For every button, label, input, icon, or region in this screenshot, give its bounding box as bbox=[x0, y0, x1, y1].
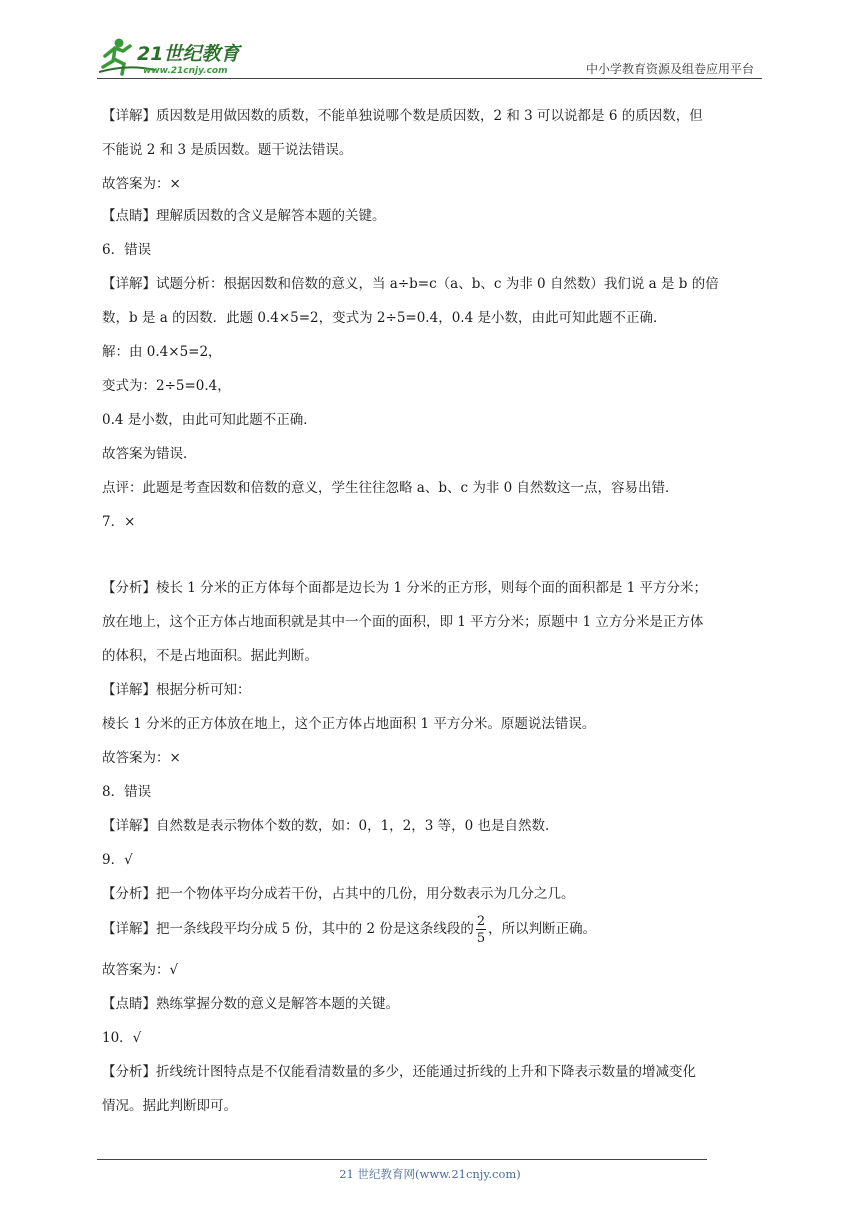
text-line: 棱长 1 分米的正方体放在地上，这个正方体占地面积 1 平方分米。原题说法错误。 bbox=[102, 716, 596, 732]
text-line: 【分析】把一个物体平均分成若干份，占其中的几份，用分数表示为几分之几。 bbox=[102, 886, 575, 902]
text-line: 故答案为：√ bbox=[102, 962, 179, 978]
page-footer: 21 世纪教育网(www.21cnjy.com) bbox=[339, 1167, 521, 1181]
fraction bbox=[476, 915, 486, 945]
logo bbox=[97, 34, 267, 78]
text-line: 变式为：2÷5=0.4， bbox=[102, 378, 231, 394]
footer-divider bbox=[97, 1159, 707, 1160]
header-divider bbox=[97, 78, 762, 79]
text-line: 【点睛】理解质因数的含义是解答本题的关键。 bbox=[102, 208, 386, 224]
fraction-line bbox=[102, 911, 596, 947]
text-line: 【详解】试题分析：根据因数和倍数的意义，当 a÷b=c（a、b、c 为非 0 自然数）我们说 a 是 b 的倍 bbox=[102, 276, 719, 292]
text-line: 放在地上，这个正方体占地面积就是其中一个面的面积，即 1 平方分米；原题中 1 立方分米是正方体 bbox=[102, 614, 704, 630]
text-line: 【详解】自然数是表示物体个数的数，如：0，1，2，3 等，0 也是自然数． bbox=[102, 818, 559, 834]
text-line: 解：由 0.4×5=2， bbox=[102, 344, 222, 360]
text-line: 【分析】棱长 1 分米的正方体每个面都是边长为 1 分米的正方形，则每个面的面积都是 1 平方分米； bbox=[102, 580, 708, 596]
text-line: 不能说 2 和 3 是质因数。题干说法错误。 bbox=[102, 142, 353, 158]
fraction-line-before: 【详解】把一条线段平均分成 5 份，其中的 2 份是这条线段的 bbox=[102, 921, 474, 937]
text-line: 【详解】根据分析可知： bbox=[102, 682, 251, 698]
logo-url: www.21cnjy.com bbox=[143, 66, 228, 76]
text-line: 点评：此题是考查因数和倍数的意义，学生往往忽略 a、b、c 为非 0 自然数这一点，容易出错． bbox=[102, 480, 679, 496]
text-line: 【分析】折线统计图特点是不仅能看清数量的多少，还能通过折线的上升和下降表示数量的增减变化 bbox=[102, 1064, 696, 1080]
fraction-line-after: ，所以判断正确。 bbox=[488, 921, 597, 937]
question-number: 8．错误 bbox=[102, 784, 152, 800]
question-number: 10．√ bbox=[102, 1030, 142, 1046]
text-line: 0.4 是小数，由此可知此题不正确． bbox=[102, 412, 317, 428]
text-line: 故答案为：× bbox=[102, 750, 181, 766]
page-header bbox=[97, 30, 762, 80]
text-line: 数，b 是 a 的因数．此题 0.4×5=2，变式为 2÷5=0.4，0.4 是小数，由此可知此题不正确． bbox=[102, 310, 667, 326]
fraction-numerator: 2 bbox=[476, 913, 486, 929]
text-line: 故答案为错误． bbox=[102, 446, 197, 462]
question-number: 7．× bbox=[102, 514, 136, 530]
logo-text: 21世纪教育 bbox=[137, 43, 240, 65]
text-line: 【点睛】熟练掌握分数的意义是解答本题的关键。 bbox=[102, 996, 399, 1012]
platform-name: 中小学教育资源及组卷应用平台 bbox=[585, 62, 754, 76]
text-line: 的体积，不是占地面积。据此判断。 bbox=[102, 648, 318, 664]
text-line: 故答案为：× bbox=[102, 176, 181, 192]
fraction-denominator: 5 bbox=[476, 930, 486, 946]
question-number: 6．错误 bbox=[102, 242, 152, 258]
question-number: 9．√ bbox=[102, 852, 133, 868]
text-line: 【详解】质因数是用做因数的质数，不能单独说哪个数是质因数，2 和 3 可以说都是 6 的质因数，但 bbox=[102, 108, 703, 124]
text-line: 情况。据此判断即可。 bbox=[102, 1098, 237, 1114]
